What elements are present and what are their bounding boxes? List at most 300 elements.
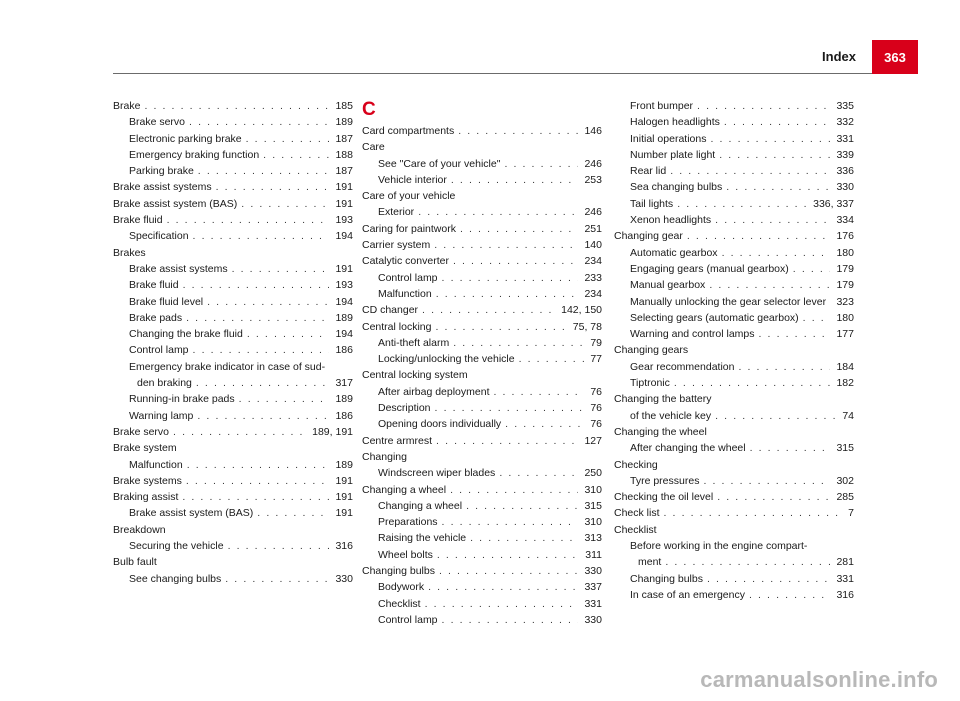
index-entry-text: Opening doors individually <box>378 418 502 431</box>
index-heading: Care of your vehicle <box>362 190 456 203</box>
index-entry <box>362 482 602 498</box>
dot-leader <box>239 391 330 407</box>
index-page-ref: 250 <box>584 467 602 480</box>
index-entry <box>362 563 602 579</box>
dot-leader <box>435 319 566 335</box>
index-page-ref: 75, 78 <box>572 320 602 333</box>
dot-leader <box>436 286 579 302</box>
index-entry-text: Braking assist <box>113 491 179 504</box>
index-subentry <box>614 131 854 147</box>
index-page-ref: 234 <box>584 287 602 300</box>
index-page-ref: 330 <box>584 613 602 626</box>
index-page-ref: 315 <box>836 442 854 455</box>
index-entry-text: Tyre pressures <box>630 474 700 487</box>
dot-leader <box>750 440 831 456</box>
index-entry-text: Carrier system <box>362 239 431 252</box>
dot-leader <box>437 547 579 563</box>
index-entry-text: Brake assist systems <box>113 181 212 194</box>
index-entry-text: Warning and control lamps <box>630 328 755 341</box>
index-page-ref: 179 <box>836 279 854 292</box>
dot-leader <box>442 270 579 286</box>
index-subentry <box>113 391 353 407</box>
index-subentry <box>362 465 602 481</box>
index-entry-text: Exterior <box>378 206 415 219</box>
index-entry-text: Securing the vehicle <box>129 540 224 553</box>
dot-leader <box>186 473 330 489</box>
index-entry-text: Vehicle interior <box>378 173 447 186</box>
dot-leader <box>207 294 329 310</box>
dot-leader <box>436 433 578 449</box>
dot-leader <box>453 335 584 351</box>
index-subentry <box>362 384 602 400</box>
dot-leader <box>189 114 329 130</box>
index-entry-text: Selecting gears (automatic gearbox) <box>630 311 799 324</box>
index-subentry <box>362 579 602 595</box>
index-entry <box>362 237 602 253</box>
dot-leader <box>458 123 578 139</box>
dot-leader <box>198 163 330 179</box>
index-page-ref: 79 <box>590 336 602 349</box>
index-heading: Changing the wheel <box>614 425 707 438</box>
watermark: carmanualsonline.info <box>700 667 938 692</box>
index-subentry <box>614 294 854 310</box>
index-entry-text: Malfunction <box>378 287 432 300</box>
index-subentry <box>614 261 854 277</box>
index-subentry <box>614 114 854 130</box>
dot-leader <box>719 147 830 163</box>
index-entry-text: Tail lights <box>630 197 674 210</box>
index-entry-text: Rear lid <box>630 165 667 178</box>
dot-leader <box>710 131 830 147</box>
index-page-ref: 316 <box>836 588 854 601</box>
index-page-ref: 331 <box>584 597 602 610</box>
index-entry-text: den braking <box>137 377 192 390</box>
dot-leader <box>196 375 330 391</box>
index-subentry <box>614 571 854 587</box>
dot-leader <box>724 114 831 130</box>
index-heading: Care <box>362 141 385 154</box>
dot-leader <box>450 482 578 498</box>
dot-leader <box>144 98 329 114</box>
dot-leader <box>228 538 330 554</box>
index-entry-text: Brake servo <box>113 425 170 438</box>
dot-leader <box>187 457 330 473</box>
index-entry-text: Manually unlocking the gear selector lever <box>630 295 827 308</box>
index-page-ref: 179 <box>836 262 854 275</box>
index-entry-text: Raising the vehicle <box>378 532 467 545</box>
dot-leader <box>435 400 585 416</box>
index-entry <box>614 505 854 521</box>
index-subentry <box>113 131 353 147</box>
index-page-ref: 7 <box>848 507 854 520</box>
index-subentry <box>362 514 602 530</box>
index-page-ref: 330 <box>335 572 353 585</box>
index-page-ref: 330 <box>584 565 602 578</box>
dot-leader <box>451 172 579 188</box>
index-subentry <box>113 375 353 391</box>
index-heading: Checking <box>614 458 658 471</box>
index-entry-text: Checking the oil level <box>614 491 714 504</box>
index-entry-text: Xenon headlights <box>630 214 712 227</box>
index-entry-text: Brake fluid <box>113 214 163 227</box>
index-page-ref: 76 <box>590 418 602 431</box>
index-page-ref: 187 <box>335 165 353 178</box>
dot-leader <box>738 359 830 375</box>
index-entry-text: Control lamp <box>129 344 189 357</box>
index-subentry <box>614 277 854 293</box>
dot-leader <box>193 342 330 358</box>
index-entry-text: Electronic parking brake <box>129 132 242 145</box>
index-column-3 <box>614 98 854 603</box>
index-entry-text: Changing a wheel <box>362 483 447 496</box>
index-page-ref: 76 <box>590 385 602 398</box>
dot-leader <box>664 505 843 521</box>
index-entry-text: Changing bulbs <box>630 572 703 585</box>
index-entry-text: Halogen headlights <box>630 116 720 129</box>
index-entry-text: Caring for paintwork <box>362 222 456 235</box>
dot-leader <box>418 204 578 220</box>
index-heading: Brakes <box>113 246 146 259</box>
dot-leader <box>241 196 329 212</box>
dot-leader <box>749 587 830 603</box>
index-page-ref: 194 <box>335 328 353 341</box>
dot-leader <box>709 277 830 293</box>
index-entry-text: Brake assist systems <box>129 262 228 275</box>
index-subentry <box>614 212 854 228</box>
index-heading: Bulb fault <box>113 556 157 569</box>
index-page-ref: 189 <box>335 458 353 471</box>
index-heading: Central locking system <box>362 369 468 382</box>
dot-leader <box>717 489 830 505</box>
index-page-ref: 310 <box>584 483 602 496</box>
index-entry-text: Brake assist system (BAS) <box>129 507 254 520</box>
index-page-ref: 331 <box>836 572 854 585</box>
index-entry-text: of the vehicle key <box>630 409 712 422</box>
dot-leader <box>183 277 330 293</box>
index-subentry <box>614 359 854 375</box>
index-page-ref: 186 <box>335 344 353 357</box>
index-page-ref: 317 <box>335 377 353 390</box>
index-entry <box>362 253 602 269</box>
index-heading: Changing the battery <box>614 393 712 406</box>
index-entry-text: See "Care of your vehicle" <box>378 157 501 170</box>
dot-leader <box>793 261 831 277</box>
index-page-ref: 127 <box>584 434 602 447</box>
index-subentry <box>113 294 353 310</box>
dot-leader <box>715 408 836 424</box>
index-entry-text: Centre armrest <box>362 434 433 447</box>
index-page-ref: 191 <box>335 474 353 487</box>
index-subentry <box>113 261 353 277</box>
index-entry-text: Brake pads <box>129 311 183 324</box>
index-entry-text: Emergency braking function <box>129 148 260 161</box>
index-entry-text: Gear recommendation <box>630 360 735 373</box>
index-page-ref: 191 <box>335 491 353 504</box>
index-page-ref: 77 <box>590 353 602 366</box>
index-page-ref: 330 <box>836 181 854 194</box>
index-page-ref: 336, 337 <box>813 197 854 210</box>
index-page-ref: 194 <box>335 295 353 308</box>
index-page-ref: 187 <box>335 132 353 145</box>
index-entry-text: Brake fluid level <box>129 295 204 308</box>
index-subentry <box>362 172 602 188</box>
dot-leader <box>470 530 578 546</box>
dot-leader <box>425 596 579 612</box>
index-page-ref: 253 <box>584 173 602 186</box>
index-page-ref: 189 <box>335 311 353 324</box>
page-header <box>0 40 960 74</box>
index-entry-text: In case of an emergency <box>630 588 745 601</box>
dot-leader <box>442 612 579 628</box>
index-page-ref: 180 <box>836 311 854 324</box>
index-subentry <box>362 351 602 367</box>
index-page-ref: 251 <box>584 222 602 235</box>
index-subentry <box>113 326 353 342</box>
dot-leader <box>697 98 830 114</box>
dot-leader <box>186 310 329 326</box>
index-page-ref: 142, 150 <box>561 304 602 317</box>
dot-leader <box>257 505 329 521</box>
index-subentry <box>614 587 854 603</box>
dot-leader <box>722 245 831 261</box>
index-entry-text: After changing the wheel <box>630 442 746 455</box>
index-page-ref: 335 <box>836 100 854 112</box>
index-subentry <box>113 163 353 179</box>
dot-leader <box>247 326 330 342</box>
index-entry-text: Running-in brake pads <box>129 393 235 406</box>
dot-leader <box>665 554 830 570</box>
dot-leader <box>232 261 330 277</box>
dot-leader <box>726 179 830 195</box>
index-subentry <box>362 547 602 563</box>
index-heading: Changing gears <box>614 344 689 357</box>
index-page-ref: 177 <box>836 328 854 341</box>
index-entry-text: Windscreen wiper blades <box>378 467 496 480</box>
index-entry-text: Front bumper <box>630 100 694 112</box>
index-subentry <box>614 554 854 570</box>
index-subentry <box>362 270 602 286</box>
index-entry-text: Changing the brake fluid <box>129 328 243 341</box>
index-entry <box>113 473 353 489</box>
index-subentry <box>113 505 353 521</box>
dot-leader <box>453 253 579 269</box>
index-entry-text: Control lamp <box>378 613 438 626</box>
dot-leader <box>519 351 585 367</box>
index-page-ref: 313 <box>584 532 602 545</box>
index-entry-text: Malfunction <box>129 458 183 471</box>
index-entry-text: Changing a wheel <box>378 499 463 512</box>
index-subentry <box>614 408 854 424</box>
dot-leader <box>167 212 330 228</box>
index-entry-text: Brake systems <box>113 474 182 487</box>
index-entry <box>362 319 602 335</box>
index-subentry <box>113 114 353 130</box>
index-entry-text: Card compartments <box>362 125 455 137</box>
dot-leader <box>434 237 578 253</box>
index-entry-text: Automatic gearbox <box>630 246 718 259</box>
index-subentry <box>614 310 854 326</box>
index-subentry <box>614 326 854 342</box>
dot-leader <box>715 212 830 228</box>
index-page-ref: 315 <box>584 499 602 512</box>
dot-leader <box>466 498 578 514</box>
dot-leader <box>499 465 578 481</box>
index-entry-text: Warning lamp <box>129 409 194 422</box>
index-entry <box>113 98 353 114</box>
index-entry-text: Brake <box>113 100 141 112</box>
index-entry-text: Specification <box>129 230 189 243</box>
dot-leader <box>674 375 831 391</box>
index-column-1 <box>113 98 353 587</box>
index-page-ref: 311 <box>585 548 602 561</box>
index-subentry <box>362 156 602 172</box>
index-subentry <box>113 277 353 293</box>
index-entry-text: Central locking <box>362 320 432 333</box>
index-page-ref: 176 <box>836 230 854 243</box>
dot-leader <box>677 196 807 212</box>
index-subentry-text: Emergency brake indicator in case of sud- <box>129 360 326 373</box>
index-page-ref: 140 <box>584 239 602 252</box>
index-page-ref: 180 <box>836 246 854 259</box>
index-subentry <box>614 375 854 391</box>
index-entry-text: Number plate light <box>630 148 716 161</box>
dot-leader <box>428 579 578 595</box>
index-page-ref: 182 <box>836 377 854 390</box>
index-subentry <box>614 98 854 114</box>
index-subentry-text: Before working in the engine compart- <box>630 540 808 553</box>
index-subentry <box>113 147 353 163</box>
index-column-2 <box>362 98 602 628</box>
index-subentry <box>614 245 854 261</box>
index-page-ref: 188 <box>335 148 353 161</box>
index-entry-text: Locking/unlocking the vehicle <box>378 353 515 366</box>
index-entry-text: Engaging gears (manual gearbox) <box>630 262 789 275</box>
index-page-ref: 193 <box>335 214 353 227</box>
index-entry <box>362 433 602 449</box>
dot-leader <box>442 514 579 530</box>
index-page-ref: 76 <box>590 402 602 415</box>
index-page-ref: 302 <box>836 474 854 487</box>
dot-leader <box>173 424 306 440</box>
index-subentry <box>614 179 854 195</box>
index-page-ref: 246 <box>584 206 602 219</box>
index-subentry <box>614 163 854 179</box>
index-entry-text: CD changer <box>362 304 419 317</box>
index-page-ref: 185 <box>335 100 353 112</box>
index-subentry <box>113 538 353 554</box>
index-page-ref: 189, 191 <box>312 425 353 438</box>
dot-leader <box>493 384 584 400</box>
dot-leader <box>803 310 831 326</box>
index-page-ref: 193 <box>335 279 353 292</box>
index-entry <box>362 123 602 139</box>
index-entry <box>113 489 353 505</box>
dot-leader <box>197 408 329 424</box>
dot-leader <box>504 156 578 172</box>
index-entry-text: Brake servo <box>129 116 186 129</box>
dot-leader <box>687 228 831 244</box>
index-subentry <box>362 400 602 416</box>
index-subentry <box>113 342 353 358</box>
index-entry <box>362 221 602 237</box>
index-entry-text: Manual gearbox <box>630 279 706 292</box>
index-page-ref: 331 <box>836 132 854 145</box>
index-entry-text: Tiptronic <box>630 377 670 390</box>
index-entry <box>614 489 854 505</box>
index-page-ref: 194 <box>335 230 353 243</box>
index-entry <box>113 212 353 228</box>
index-page-ref: 191 <box>335 262 353 275</box>
dot-leader <box>439 563 578 579</box>
index-subentry <box>362 286 602 302</box>
index-entry-text: Anti-theft alarm <box>378 336 450 349</box>
index-subentry <box>362 416 602 432</box>
index-entry-text: Catalytic converter <box>362 255 449 268</box>
index-subentry <box>362 498 602 514</box>
index-subentry <box>362 335 602 351</box>
index-entry-text: Wheel bolts <box>378 548 433 561</box>
dot-leader <box>460 221 579 237</box>
index-page-ref: 191 <box>335 181 353 194</box>
dot-leader <box>670 163 830 179</box>
index-subentry <box>113 310 353 326</box>
index-page-ref: 336 <box>836 165 854 178</box>
dot-leader <box>182 489 329 505</box>
index-entry-text: After airbag deployment <box>378 385 490 398</box>
index-subentry <box>113 228 353 244</box>
index-entry-text: ment <box>638 556 662 569</box>
index-subentry <box>614 440 854 456</box>
index-heading: Breakdown <box>113 523 166 536</box>
index-page-ref: 332 <box>836 116 854 129</box>
index-page-ref: 246 <box>584 157 602 170</box>
index-entry <box>614 228 854 244</box>
dot-leader <box>246 131 330 147</box>
header-divider <box>113 73 874 74</box>
index-page-ref: 281 <box>836 556 854 569</box>
index-entry <box>113 196 353 212</box>
index-subentry <box>113 571 353 587</box>
index-page-ref: 323 <box>836 295 854 308</box>
index-entry <box>113 424 353 440</box>
index-subentry <box>362 530 602 546</box>
index-entry-text: Description <box>378 402 431 415</box>
dot-leader <box>505 416 584 432</box>
index-entry <box>113 179 353 195</box>
index-entry-text: Preparations <box>378 516 438 529</box>
section-letter: C <box>362 99 376 120</box>
index-subentry <box>113 457 353 473</box>
index-heading: Brake system <box>113 442 177 455</box>
dot-leader <box>216 179 330 195</box>
dot-leader <box>759 326 831 342</box>
index-entry-text: Checklist <box>378 597 421 610</box>
index-page-ref: 189 <box>335 393 353 406</box>
index-page-ref: 334 <box>836 214 854 227</box>
index-entry-text: Initial operations <box>630 132 707 145</box>
index-entry-text: Brake fluid <box>129 279 179 292</box>
index-page-ref: 339 <box>836 148 854 161</box>
dot-leader <box>193 228 330 244</box>
index-subentry <box>614 473 854 489</box>
index-entry <box>362 302 602 318</box>
index-entry-text: See changing bulbs <box>129 572 222 585</box>
index-entry-text: Changing bulbs <box>362 565 435 578</box>
index-page-ref: 285 <box>836 491 854 504</box>
index-page-ref: 186 <box>335 409 353 422</box>
index-entry-text: Bodywork <box>378 581 425 594</box>
dot-leader <box>225 571 329 587</box>
